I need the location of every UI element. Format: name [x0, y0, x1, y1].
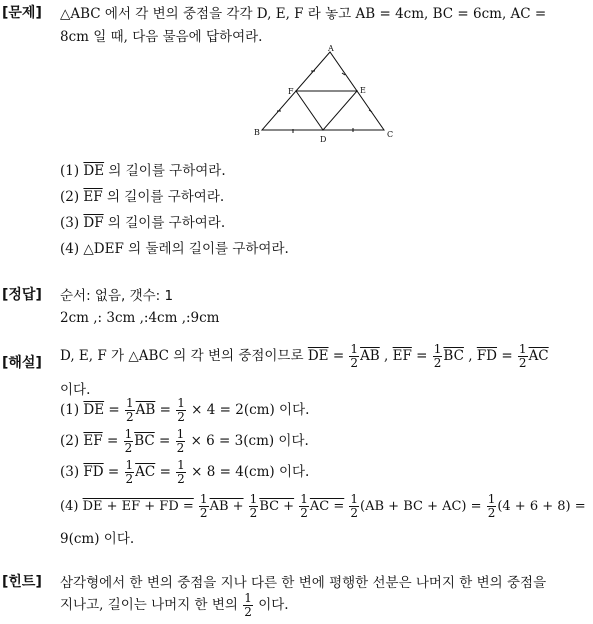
solution-step-4: (4) DE + EF + FD = $\frac{1}{2}$ AB + $\frac{1}{2}$ BC + $\frac{1}{2}$ AC = $\frac{1}{2}$ (AB + BC + AC) = $\frac{1}{2}$ (4 + 6 + 8) =: [60, 492, 586, 520]
vertex-e-label: E: [360, 86, 366, 95]
triangle-figure: [252, 44, 402, 144]
fraction-half: $\frac{1}{2}$: [249, 492, 258, 520]
fraction-half: $\frac{1}{2}$: [433, 342, 442, 370]
solution-step-3: (3) $\overline{FD}$ = $\frac{1}{2}$ $\overline{AC}$ = $\frac{1}{2}$ × 8 = 4(cm) 이다.: [60, 458, 310, 486]
question-1: (1) $\overline{DE}$ 의 길이를 구하여라.: [60, 163, 226, 179]
fraction-half: $\frac{1}{2}$: [177, 458, 185, 486]
fraction-half: $\frac{1}{2}$: [176, 427, 185, 455]
vertex-b-label: B: [254, 128, 260, 137]
vertex-f-label: F: [288, 87, 294, 96]
problem-statement-line1: △ABC 에서 각 변의 중점을 각각 D, E, F 라 놓고 AB = 4cm, BC = 6cm, AC =: [60, 6, 547, 22]
answer-label: [정답]: [2, 287, 42, 303]
question-2: (2) $\overline{EF}$ 의 길이를 구하여라.: [60, 189, 225, 205]
fraction-half: $\frac{1}{2}$: [244, 591, 252, 619]
fraction-half: $\frac{1}{2}$: [124, 427, 133, 455]
hint-line2: 지나고, 길이는 나머지 한 변의 $\frac{1}{2}$ 이다.: [60, 591, 289, 619]
problem-label: [문제]: [2, 5, 42, 21]
fraction-half: $\frac{1}{2}$: [125, 458, 134, 486]
fraction-half: $\frac{1}{2}$: [199, 492, 208, 520]
solution-intro: D, E, F 가 △ABC 의 각 변의 중점이므로 $\overline{DE}$ = $\frac{1}{2}$ $\overline{AB}$ , $\overline{EF}$ = $\frac{1}{2}$ $\overline{BC}$ , $\overline{FD}$ = $\frac{1}{2}$ $\overline{AC}$: [60, 342, 549, 370]
solution-intro-end: 이다.: [60, 382, 91, 398]
fraction-half: $\frac{1}{2}$: [487, 492, 496, 520]
vertex-a-label: A: [328, 44, 334, 53]
vertex-d-label: D: [320, 135, 327, 144]
answer-meta: 순서: 없음, 갯수: 1: [60, 288, 174, 304]
hint-line1: 삼각형에서 한 변의 중점을 지나 다른 한 변에 평행한 선분은 나머지 한 변의 중점을: [60, 575, 547, 591]
solution-step-1: (1) $\overline{DE}$ = $\frac{1}{2}$ $\overline{AB}$ = $\frac{1}{2}$ × 4 = 2(cm) 이다.: [60, 396, 310, 424]
hint-label: [힌트]: [2, 574, 42, 590]
fraction-half: $\frac{1}{2}$: [518, 342, 527, 370]
fraction-half: $\frac{1}{2}$: [126, 396, 134, 424]
answer-value: 2cm ,: 3cm ,:4cm ,:9cm: [60, 310, 220, 326]
fraction-half: $\frac{1}{2}$: [300, 492, 308, 520]
fraction-half: $\frac{1}{2}$: [350, 492, 359, 520]
question-3: (3) $\overline{DF}$ 의 길이를 구하여라.: [60, 215, 226, 231]
fraction-half: $\frac{1}{2}$: [177, 396, 185, 424]
vertex-c-label: C: [387, 130, 394, 139]
solution-step-4-result: 9(cm) 이다.: [60, 531, 135, 547]
question-4: (4) △DEF 의 둘레의 길이를 구하여라.: [60, 241, 289, 257]
fraction-half: $\frac{1}{2}$: [350, 342, 359, 370]
problem-statement-line2: 8cm 일 때, 다음 물음에 답하여라.: [60, 29, 263, 45]
solution-label: [해설]: [2, 355, 42, 371]
triangle-def: [296, 91, 357, 130]
solution-step-2: (2) $\overline{EF}$ = $\frac{1}{2}$ $\overline{BC}$ = $\frac{1}{2}$ × 6 = 3(cm) 이다.: [60, 427, 309, 455]
